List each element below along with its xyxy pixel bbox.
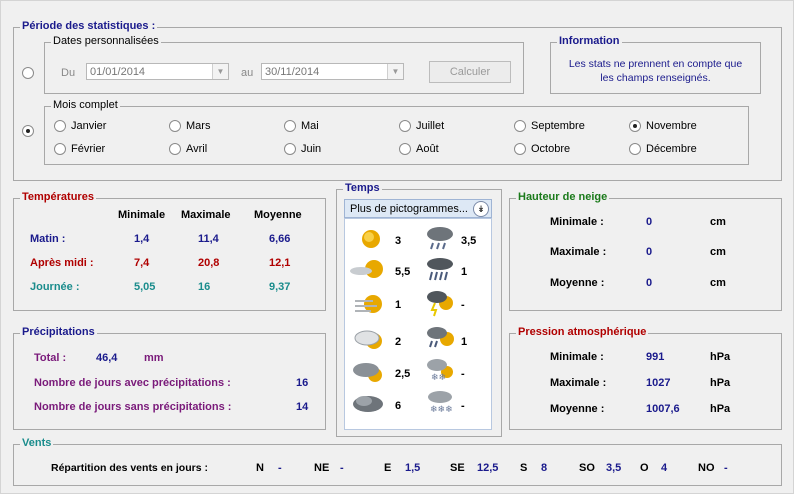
rain-sun-icon xyxy=(425,325,455,351)
pression-max-unit: hPa xyxy=(710,377,731,389)
weather-count-left-3: 1 xyxy=(395,299,402,311)
au-label: au xyxy=(241,67,254,79)
periode-title: Période des statistiques : xyxy=(22,20,156,32)
du-label: Du xyxy=(61,67,76,79)
mois-group-title: Mois complet xyxy=(53,99,118,111)
rain-icon xyxy=(425,256,455,282)
cloud-sun-icon xyxy=(353,327,385,351)
pression-moy-label: Moyenne : xyxy=(550,403,605,415)
wind-dir-so: SO xyxy=(579,462,595,474)
pictogram-dropdown-label: Plus de pictogrammes... xyxy=(350,203,468,215)
precip-sans-value: 14 xyxy=(296,401,309,413)
chevron-down-icon[interactable]: ▼ xyxy=(387,64,403,79)
date-to-value: 30/11/2014 xyxy=(265,66,320,78)
temp-row-journee-moy: 9,37 xyxy=(269,281,291,293)
wind-value-e: 1,5 xyxy=(405,462,421,474)
sun-icon xyxy=(359,227,383,251)
wind-dir-no: NO xyxy=(698,462,715,474)
precip-avec-label: Nombre de jours avec précipitations : xyxy=(34,377,231,389)
neige-max-label: Maximale : xyxy=(550,246,607,258)
temps-group xyxy=(336,182,502,437)
month-label-aout: Août xyxy=(416,143,439,155)
weather-count-right-4: 1 xyxy=(461,336,468,348)
precipitations-title: Précipitations xyxy=(22,326,95,338)
periode-group xyxy=(13,20,782,181)
pression-group xyxy=(509,326,782,430)
weather-count-right-6: - xyxy=(461,400,465,412)
temp-row-journee-max: 16 xyxy=(198,281,211,293)
date-to-combo[interactable] xyxy=(261,63,404,80)
month-radio-mai[interactable] xyxy=(284,120,296,132)
mois-group xyxy=(44,99,749,165)
wind-dir-e: E xyxy=(384,462,392,474)
neige-group xyxy=(509,191,782,311)
vents-group xyxy=(13,437,782,486)
weather-count-right-2: 1 xyxy=(461,266,468,278)
wind-dir-o: O xyxy=(640,462,649,474)
month-radio-avril[interactable] xyxy=(169,143,181,155)
precip-total-value: 46,4 xyxy=(96,352,118,364)
wind-value-o: 4 xyxy=(661,462,668,474)
wind-dir-s: S xyxy=(520,462,528,474)
wind-dir-se: SE xyxy=(450,462,465,474)
date-from-combo[interactable] xyxy=(86,63,229,80)
weather-count-right-5: - xyxy=(461,368,465,380)
neige-moy-label: Moyenne : xyxy=(550,277,605,289)
precip-sans-label: Nombre de jours sans précipitations : xyxy=(34,401,232,413)
pression-min-label: Minimale : xyxy=(550,351,604,363)
weather-icons-panel xyxy=(344,218,492,430)
precip-total-unit: mm xyxy=(144,352,164,364)
month-label-mai: Mai xyxy=(301,120,319,132)
snow-sun-icon xyxy=(425,357,455,383)
dates-mode-radio[interactable] xyxy=(22,67,34,79)
neige-title: Hauteur de neige xyxy=(518,191,608,203)
cloudy-sun-icon xyxy=(351,359,385,383)
month-radio-septembre[interactable] xyxy=(514,120,526,132)
dates-group xyxy=(44,35,524,94)
sun-behind-cloud-icon xyxy=(349,257,385,281)
neige-moy-value: 0 xyxy=(646,277,653,289)
month-radio-decembre[interactable] xyxy=(629,143,641,155)
month-label-juillet: Juillet xyxy=(416,120,445,132)
neige-max-value: 0 xyxy=(646,246,653,258)
month-label-juin: Juin xyxy=(301,143,322,155)
temp-row-matin-moy: 6,66 xyxy=(269,233,291,245)
weather-count-right-3: - xyxy=(461,299,465,311)
neige-min-label: Minimale : xyxy=(550,216,604,228)
wind-value-n: - xyxy=(278,462,282,474)
temp-row-apresmidi-moy: 12,1 xyxy=(269,257,291,269)
pression-min-value: 991 xyxy=(646,351,665,363)
month-label-octobre: Octobre xyxy=(531,143,571,155)
information-line1: Les stats ne prennent en compte que xyxy=(568,58,743,70)
weather-count-left-1: 3 xyxy=(395,235,402,247)
month-label-decembre: Décembre xyxy=(646,143,697,155)
information-title: Information xyxy=(559,35,620,47)
temp-row-matin-max: 11,4 xyxy=(198,233,219,245)
cloud-icon xyxy=(351,391,385,415)
snow-cloud-icon xyxy=(425,389,455,415)
temp-row-matin-min: 1,4 xyxy=(134,233,150,245)
month-radio-juin[interactable] xyxy=(284,143,296,155)
month-radio-juillet[interactable] xyxy=(399,120,411,132)
vents-label: Répartition des vents en jours : xyxy=(51,462,208,474)
vents-title: Vents xyxy=(22,437,52,449)
pictogram-dropdown[interactable] xyxy=(344,199,492,218)
month-label-fevrier: Février xyxy=(71,143,106,155)
wind-value-so: 3,5 xyxy=(606,462,622,474)
information-group xyxy=(550,35,761,94)
double-chevron-down-icon[interactable]: ↡ xyxy=(473,201,489,217)
temperatures-group xyxy=(13,191,326,311)
temp-row-journee-label: Journée : xyxy=(30,281,80,293)
sun-fog-icon xyxy=(353,292,385,316)
month-label-novembre: Novembre xyxy=(646,120,697,132)
month-label-janvier: Janvier xyxy=(71,120,107,132)
dates-group-title: Dates personnalisées xyxy=(53,35,159,47)
wind-value-s: 8 xyxy=(541,462,548,474)
wind-value-ne: - xyxy=(340,462,344,474)
svg-text:❄❄❄: ❄❄❄ xyxy=(430,404,453,414)
pression-moy-unit: hPa xyxy=(710,403,731,415)
temp-row-matin-label: Matin : xyxy=(30,233,66,245)
svg-text:❄❄: ❄❄ xyxy=(431,372,447,382)
pression-max-value: 1027 xyxy=(646,377,671,389)
temps-title: Temps xyxy=(345,182,380,194)
pression-min-unit: hPa xyxy=(710,351,731,363)
neige-max-unit: cm xyxy=(710,246,726,258)
weather-count-right-1: 3,5 xyxy=(461,235,477,247)
wind-dir-ne: NE xyxy=(314,462,330,474)
month-label-avril: Avril xyxy=(186,143,208,155)
pression-title: Pression atmosphérique xyxy=(518,326,647,338)
rain-cloud-icon xyxy=(425,225,455,251)
chevron-down-icon[interactable]: ▼ xyxy=(212,64,228,79)
pression-max-label: Maximale : xyxy=(550,377,607,389)
month-radio-aout[interactable] xyxy=(399,143,411,155)
temp-header-min: Minimale xyxy=(118,209,166,221)
month-label-septembre: Septembre xyxy=(531,120,585,132)
temp-header-moy: Moyenne xyxy=(254,209,302,221)
mois-mode-radio[interactable] xyxy=(22,125,34,137)
date-from-value: 01/01/2014 xyxy=(90,66,146,78)
month-radio-octobre[interactable] xyxy=(514,143,526,155)
neige-min-unit: cm xyxy=(710,216,726,228)
information-line2: les champs renseignés. xyxy=(600,72,711,84)
month-radio-janvier[interactable] xyxy=(54,120,66,132)
month-radio-fevrier[interactable] xyxy=(54,143,66,155)
month-label-mars: Mars xyxy=(186,120,211,132)
neige-min-value: 0 xyxy=(646,216,653,228)
temp-row-apresmidi-min: 7,4 xyxy=(134,257,150,269)
weather-count-left-2: 5,5 xyxy=(395,266,411,278)
wind-dir-n: N xyxy=(256,462,264,474)
temp-row-apresmidi-label: Après midi : xyxy=(30,257,94,269)
weather-count-left-6: 6 xyxy=(395,400,402,412)
neige-moy-unit: cm xyxy=(710,277,726,289)
precip-avec-value: 16 xyxy=(296,377,309,389)
pression-moy-value: 1007,6 xyxy=(646,403,680,415)
wind-value-se: 12,5 xyxy=(477,462,499,474)
precipitations-group xyxy=(13,326,326,430)
temp-row-journee-min: 5,05 xyxy=(134,281,156,293)
calculer-button[interactable]: Calculer xyxy=(429,61,511,83)
weather-count-left-4: 2 xyxy=(395,336,402,348)
wind-value-no: - xyxy=(724,462,728,474)
temp-header-max: Maximale xyxy=(181,209,231,221)
weather-count-left-5: 2,5 xyxy=(395,368,411,380)
information-text xyxy=(551,57,760,85)
temp-row-apresmidi-max: 20,8 xyxy=(198,257,220,269)
month-radio-mars[interactable] xyxy=(169,120,181,132)
temperatures-title: Températures xyxy=(22,191,94,203)
month-radio-novembre[interactable] xyxy=(629,120,641,132)
thunder-sun-icon xyxy=(425,289,455,317)
precip-total-label: Total : xyxy=(34,352,67,364)
